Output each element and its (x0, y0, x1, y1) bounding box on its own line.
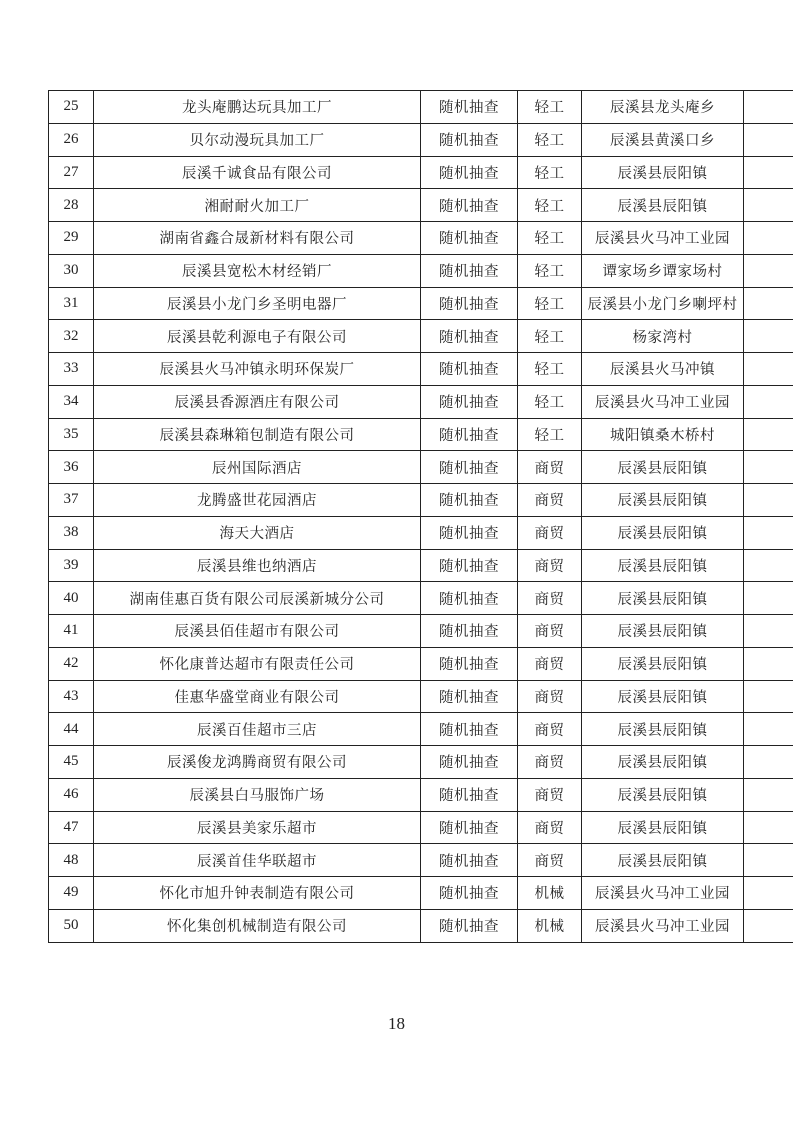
row-number-cell: 28 (49, 189, 94, 222)
row-number-cell: 35 (49, 418, 94, 451)
row-number-cell: 27 (49, 156, 94, 189)
row-number-cell: 39 (49, 549, 94, 582)
inspection-type-cell: 随机抽查 (421, 222, 518, 255)
location-cell: 辰溪县火马冲工业园 (582, 909, 744, 942)
inspection-table (48, 90, 793, 943)
remarks-cell (744, 91, 793, 124)
location-cell: 辰溪县小龙门乡喇坪村 (582, 287, 744, 320)
location-cell: 辰溪县辰阳镇 (582, 156, 744, 189)
remarks-cell (744, 582, 793, 615)
company-name-cell: 贝尔动漫玩具加工厂 (94, 123, 421, 156)
table-row (49, 189, 793, 222)
location-cell: 城阳镇桑木桥村 (582, 418, 744, 451)
row-number-cell: 25 (49, 91, 94, 124)
company-name-cell: 湖南佳惠百货有限公司辰溪新城分公司 (94, 582, 421, 615)
table-row (49, 647, 793, 680)
company-name-cell: 佳惠华盛堂商业有限公司 (94, 680, 421, 713)
location-cell: 辰溪县火马冲工业园 (582, 877, 744, 910)
table-row (49, 877, 793, 910)
row-number-cell: 49 (49, 877, 94, 910)
company-name-cell: 辰溪俊龙鸿腾商贸有限公司 (94, 746, 421, 779)
company-name-cell: 怀化市旭升钟表制造有限公司 (94, 877, 421, 910)
industry-cell: 轻工 (518, 189, 582, 222)
company-name-cell: 辰溪县香源酒庄有限公司 (94, 385, 421, 418)
inspection-type-cell: 随机抽查 (421, 189, 518, 222)
inspection-type-cell: 随机抽查 (421, 156, 518, 189)
industry-cell: 轻工 (518, 353, 582, 386)
table-row (49, 156, 793, 189)
location-cell: 辰溪县辰阳镇 (582, 778, 744, 811)
remarks-cell (744, 156, 793, 189)
remarks-cell (744, 320, 793, 353)
table-body (49, 91, 793, 943)
table-row (49, 713, 793, 746)
remarks-cell (744, 287, 793, 320)
table-row (49, 254, 793, 287)
remarks-cell (744, 778, 793, 811)
table-row (49, 778, 793, 811)
inspection-type-cell: 随机抽查 (421, 877, 518, 910)
table-row (49, 844, 793, 877)
inspection-type-cell: 随机抽查 (421, 320, 518, 353)
industry-cell: 轻工 (518, 254, 582, 287)
inspection-type-cell: 随机抽查 (421, 647, 518, 680)
company-name-cell: 龙头庵鹏达玩具加工厂 (94, 91, 421, 124)
table-row (49, 615, 793, 648)
remarks-cell (744, 811, 793, 844)
remarks-cell (744, 123, 793, 156)
remarks-cell (744, 615, 793, 648)
industry-cell: 轻工 (518, 156, 582, 189)
row-number-cell: 33 (49, 353, 94, 386)
inspection-type-cell: 随机抽查 (421, 713, 518, 746)
remarks-cell (744, 484, 793, 517)
row-number-cell: 34 (49, 385, 94, 418)
company-name-cell: 龙腾盛世花园酒店 (94, 484, 421, 517)
remarks-cell (744, 516, 793, 549)
company-name-cell: 怀化康普达超市有限责任公司 (94, 647, 421, 680)
industry-cell: 商贸 (518, 549, 582, 582)
industry-cell: 商贸 (518, 680, 582, 713)
location-cell: 辰溪县辰阳镇 (582, 582, 744, 615)
remarks-cell (744, 680, 793, 713)
industry-cell: 轻工 (518, 222, 582, 255)
industry-cell: 轻工 (518, 385, 582, 418)
location-cell: 辰溪县辰阳镇 (582, 647, 744, 680)
inspection-type-cell: 随机抽查 (421, 909, 518, 942)
industry-cell: 机械 (518, 909, 582, 942)
remarks-cell (744, 222, 793, 255)
location-cell: 杨家湾村 (582, 320, 744, 353)
remarks-cell (744, 746, 793, 779)
industry-cell: 轻工 (518, 320, 582, 353)
industry-cell: 商贸 (518, 746, 582, 779)
table-row (49, 287, 793, 320)
company-name-cell: 海天大酒店 (94, 516, 421, 549)
table-row (49, 123, 793, 156)
location-cell: 辰溪县辰阳镇 (582, 615, 744, 648)
row-number-cell: 26 (49, 123, 94, 156)
table-row (49, 746, 793, 779)
table-row (49, 484, 793, 517)
row-number-cell: 29 (49, 222, 94, 255)
company-name-cell: 怀化集创机械制造有限公司 (94, 909, 421, 942)
inspection-type-cell: 随机抽查 (421, 582, 518, 615)
inspection-type-cell: 随机抽查 (421, 844, 518, 877)
inspection-type-cell: 随机抽查 (421, 811, 518, 844)
table-row (49, 451, 793, 484)
location-cell: 辰溪县龙头庵乡 (582, 91, 744, 124)
industry-cell: 轻工 (518, 123, 582, 156)
row-number-cell: 36 (49, 451, 94, 484)
row-number-cell: 31 (49, 287, 94, 320)
inspection-type-cell: 随机抽查 (421, 418, 518, 451)
inspection-type-cell: 随机抽查 (421, 123, 518, 156)
inspection-type-cell: 随机抽查 (421, 680, 518, 713)
company-name-cell: 湖南省鑫合晟新材料有限公司 (94, 222, 421, 255)
remarks-cell (744, 385, 793, 418)
remarks-cell (744, 909, 793, 942)
location-cell: 谭家场乡谭家场村 (582, 254, 744, 287)
company-name-cell: 辰州国际酒店 (94, 451, 421, 484)
inspection-type-cell: 随机抽查 (421, 287, 518, 320)
inspection-type-cell: 随机抽查 (421, 516, 518, 549)
remarks-cell (744, 353, 793, 386)
location-cell: 辰溪县辰阳镇 (582, 713, 744, 746)
industry-cell: 商贸 (518, 811, 582, 844)
row-number-cell: 30 (49, 254, 94, 287)
location-cell: 辰溪县火马冲工业园 (582, 222, 744, 255)
industry-cell: 轻工 (518, 418, 582, 451)
company-name-cell: 辰溪县森琳箱包制造有限公司 (94, 418, 421, 451)
location-cell: 辰溪县辰阳镇 (582, 680, 744, 713)
company-name-cell: 辰溪首佳华联超市 (94, 844, 421, 877)
location-cell: 辰溪县辰阳镇 (582, 516, 744, 549)
row-number-cell: 46 (49, 778, 94, 811)
table-row (49, 582, 793, 615)
page-number: 18 (388, 1014, 405, 1033)
location-cell: 辰溪县火马冲镇 (582, 353, 744, 386)
table-row (49, 516, 793, 549)
remarks-cell (744, 877, 793, 910)
remarks-cell (744, 647, 793, 680)
company-name-cell: 辰溪县白马服饰广场 (94, 778, 421, 811)
industry-cell: 轻工 (518, 91, 582, 124)
inspection-type-cell: 随机抽查 (421, 549, 518, 582)
inspection-type-cell: 随机抽查 (421, 353, 518, 386)
inspection-type-cell: 随机抽查 (421, 254, 518, 287)
remarks-cell (744, 451, 793, 484)
remarks-cell (744, 713, 793, 746)
company-name-cell: 湘耐耐火加工厂 (94, 189, 421, 222)
row-number-cell: 48 (49, 844, 94, 877)
table-row (49, 353, 793, 386)
company-name-cell: 辰溪县乾利源电子有限公司 (94, 320, 421, 353)
industry-cell: 商贸 (518, 778, 582, 811)
industry-cell: 商贸 (518, 484, 582, 517)
location-cell: 辰溪县黄溪口乡 (582, 123, 744, 156)
location-cell: 辰溪县辰阳镇 (582, 549, 744, 582)
industry-cell: 商贸 (518, 582, 582, 615)
row-number-cell: 47 (49, 811, 94, 844)
company-name-cell: 辰溪百佳超市三店 (94, 713, 421, 746)
row-number-cell: 37 (49, 484, 94, 517)
industry-cell: 轻工 (518, 287, 582, 320)
inspection-type-cell: 随机抽查 (421, 451, 518, 484)
table-row (49, 385, 793, 418)
inspection-type-cell: 随机抽查 (421, 91, 518, 124)
remarks-cell (744, 549, 793, 582)
remarks-cell (744, 844, 793, 877)
company-name-cell: 辰溪县宽松木材经销厂 (94, 254, 421, 287)
industry-cell: 商贸 (518, 647, 582, 680)
row-number-cell: 40 (49, 582, 94, 615)
row-number-cell: 43 (49, 680, 94, 713)
company-name-cell: 辰溪县火马冲镇永明环保炭厂 (94, 353, 421, 386)
table-row (49, 680, 793, 713)
location-cell: 辰溪县辰阳镇 (582, 451, 744, 484)
remarks-cell (744, 189, 793, 222)
row-number-cell: 42 (49, 647, 94, 680)
remarks-cell (744, 418, 793, 451)
table-row (49, 811, 793, 844)
location-cell: 辰溪县辰阳镇 (582, 844, 744, 877)
table-row (49, 909, 793, 942)
row-number-cell: 32 (49, 320, 94, 353)
company-name-cell: 辰溪县佰佳超市有限公司 (94, 615, 421, 648)
row-number-cell: 38 (49, 516, 94, 549)
table-row (49, 91, 793, 124)
location-cell: 辰溪县辰阳镇 (582, 189, 744, 222)
location-cell: 辰溪县辰阳镇 (582, 484, 744, 517)
location-cell: 辰溪县火马冲工业园 (582, 385, 744, 418)
row-number-cell: 45 (49, 746, 94, 779)
industry-cell: 机械 (518, 877, 582, 910)
company-name-cell: 辰溪县维也纳酒店 (94, 549, 421, 582)
location-cell: 辰溪县辰阳镇 (582, 811, 744, 844)
row-number-cell: 44 (49, 713, 94, 746)
inspection-type-cell: 随机抽查 (421, 615, 518, 648)
remarks-cell (744, 254, 793, 287)
inspection-type-cell: 随机抽查 (421, 385, 518, 418)
row-number-cell: 41 (49, 615, 94, 648)
industry-cell: 商贸 (518, 713, 582, 746)
company-name-cell: 辰溪县小龙门乡圣明电器厂 (94, 287, 421, 320)
industry-cell: 商贸 (518, 615, 582, 648)
table-row (49, 222, 793, 255)
company-name-cell: 辰溪县美家乐超市 (94, 811, 421, 844)
industry-cell: 商贸 (518, 516, 582, 549)
inspection-type-cell: 随机抽查 (421, 778, 518, 811)
table-row (49, 549, 793, 582)
table-row (49, 320, 793, 353)
row-number-cell: 50 (49, 909, 94, 942)
industry-cell: 商贸 (518, 844, 582, 877)
table-row (49, 418, 793, 451)
company-name-cell: 辰溪千诚食品有限公司 (94, 156, 421, 189)
industry-cell: 商贸 (518, 451, 582, 484)
inspection-type-cell: 随机抽查 (421, 746, 518, 779)
inspection-type-cell: 随机抽查 (421, 484, 518, 517)
location-cell: 辰溪县辰阳镇 (582, 746, 744, 779)
